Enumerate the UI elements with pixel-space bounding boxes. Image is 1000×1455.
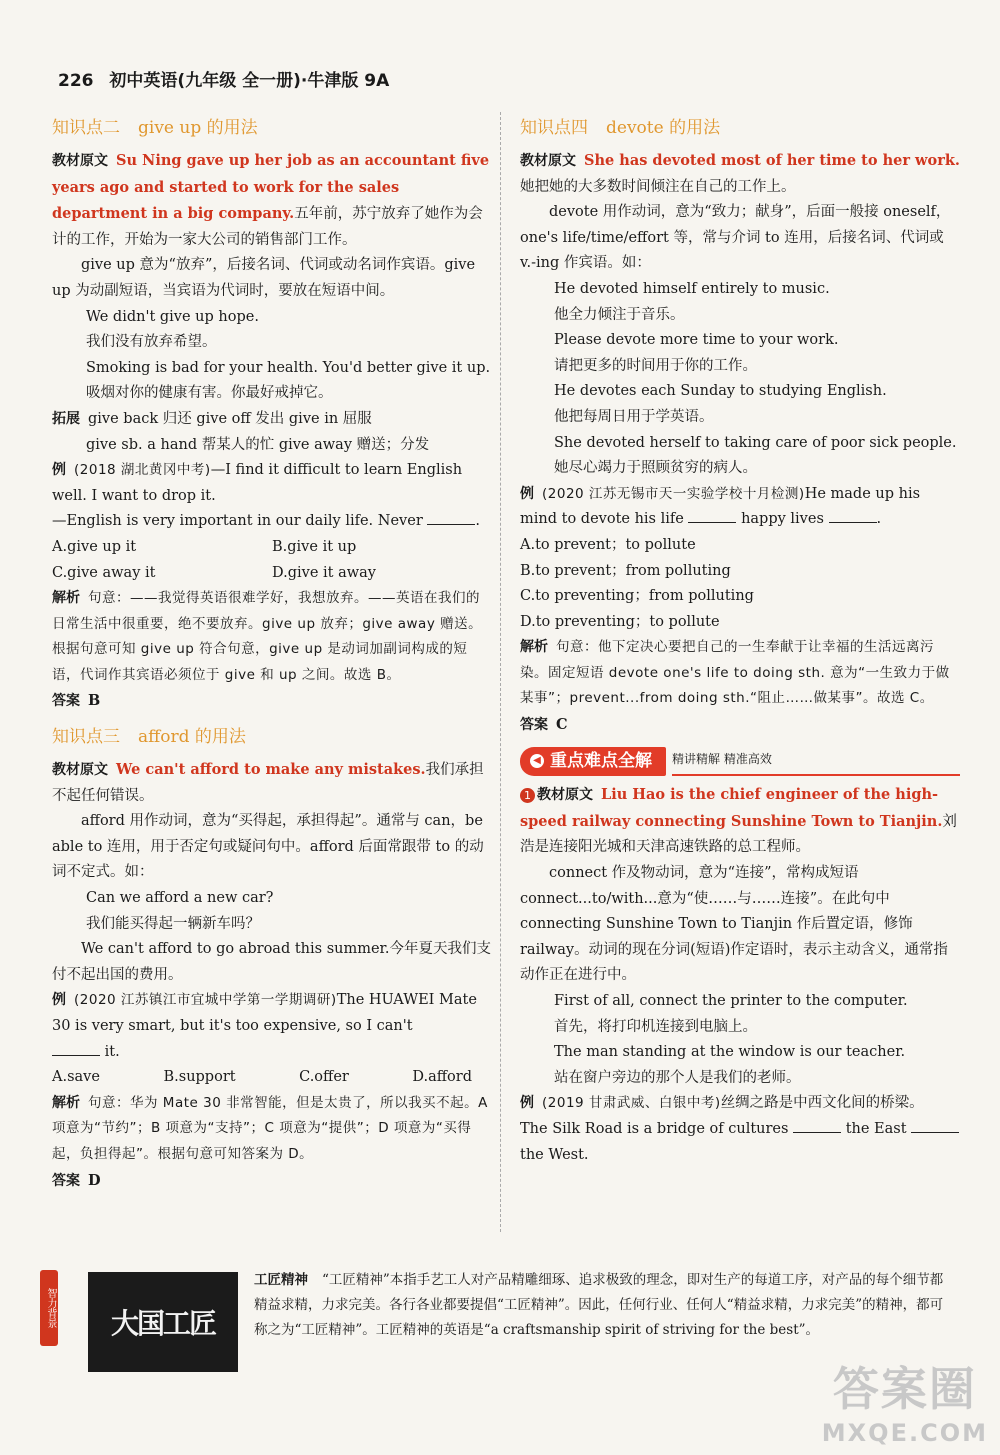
craftsman-text: 工匠精神 “工匠精神”本指手艺工人对产品精雕细琢、追求极致的理念，即对生产的每道工序，对产品的每个细节都精益求精，力求完美。各行各业都要提倡“工匠精神”。因此，任何行业、任何人“精益求精，力求完美”的精神，都可称之为“工匠精神”。工匠精神的英语是“a craftsmanship spirit of striving for the best”。 xyxy=(254,1272,944,1338)
banner-subtitle: 精讲精解 精准高效 xyxy=(672,747,960,777)
zd-example-1-en: First of all, connect the printer to the computer. xyxy=(554,993,908,1009)
option-a: A.save xyxy=(52,1069,100,1086)
kp4-option-c: C.to preventing；from polluting xyxy=(520,588,754,605)
zd-example-2-en: The man standing at the window is our teacher. xyxy=(554,1044,906,1061)
kp4-option-a: A.to prevent；to pollute xyxy=(520,536,696,553)
kp3-example-1-cn: 我们能买得起一辆新车吗？ xyxy=(86,915,260,932)
answer-blank xyxy=(829,508,877,523)
answer-blank xyxy=(911,1118,959,1133)
zd-question: 例 (2019 甘肃武威、白银中考)丝绸之路是中西文化间的桥梁。 xyxy=(520,1095,924,1112)
option-d: D.give it away xyxy=(272,564,376,581)
answer-blank xyxy=(688,508,736,523)
kp2-analysis: 解析 句意：——我觉得英语很难学好，我想放弃。——英语在我们的日常生活中很重要，绝不要放弃。give up 放弃；give away 赠送。根据句意可知 give up 符合句意，give up 是动词加副词构成的短语，代词作其宾语必须位于 give 和 up 之间。故选 B。 xyxy=(52,590,483,683)
kp4-example-2-cn: 请把更多的时间用于你的工作。 xyxy=(554,357,757,374)
option-a: A.give up it xyxy=(52,538,137,555)
option-b: B.give it up xyxy=(272,538,357,555)
kp2-answer: 答案 B xyxy=(52,692,101,710)
kp3-options xyxy=(52,1065,492,1091)
option-b: B.support xyxy=(163,1069,236,1086)
watermark-logo: 答案圈 MXQE.COM xyxy=(821,1362,988,1447)
kp4-example-4-cn: 她尽心竭力于照顾贫穷的病人。 xyxy=(554,460,757,477)
kp4-example-1-en: He devoted himself entirely to music. xyxy=(554,280,830,297)
answer-blank xyxy=(427,510,475,525)
kp4-source: 教材原文 She has devoted most of her time to her work.她把她的大多数时间倾注在自己的工作上。 xyxy=(520,152,960,195)
kp2-example-1-cn: 我们没有放弃希望。 xyxy=(86,334,217,351)
knowledge-point-3-heading: 知识点三 afford 的用法 xyxy=(52,727,246,748)
zd-example-1-cn: 首先，将打印机连接到电脑上。 xyxy=(554,1018,757,1035)
knowledge-point-2-heading: 知识点二 give up 的用法 xyxy=(52,118,258,138)
right-column xyxy=(520,112,960,1168)
kp3-answer: 答案 D xyxy=(52,1171,101,1189)
zd-explain: connect 作及物动词，意为“连接”，常构成短语 connect...to/with...意为“使……与……连接”。在此句中 connecting Sunshine Town to Tianjin 作后置定语，修饰 railway。动词的现在分词(短语)作定语时，表示主动含义，通常指动作正在进行中。 xyxy=(520,865,948,984)
kp2-question: 例 (2018 湖北黄冈中考)—I find it difficult to learn English well. I want to drop it. xyxy=(52,462,463,504)
book-title: 初中英语(九年级 全一册)·牛津版 9A xyxy=(109,71,390,91)
banner-title: ◀ 重点难点全解 xyxy=(520,747,666,777)
calligraphy-image: 大国工匠 xyxy=(88,1272,238,1372)
kp3-example-2: We can't afford to go abroad this summer.今年夏天我们支付不起出国的费用。 xyxy=(52,941,492,983)
kp2-example-1-en: We didn't give up hope. xyxy=(86,308,259,325)
option-c: C.offer xyxy=(299,1069,349,1086)
knowledge-point-4-heading: 知识点四 devote 的用法 xyxy=(520,118,721,138)
zd-example-2-cn: 站在窗户旁边的那个人是我们的老师。 xyxy=(554,1069,801,1086)
page-number: 226 xyxy=(58,71,94,91)
kp2-extend-2: give sb. a hand 帮某人的忙 give away 赠送；分发 xyxy=(86,436,430,453)
answer-blank xyxy=(52,1041,100,1056)
ear-icon: ◀ xyxy=(530,754,544,768)
kp4-example-4-en: She devoted herself to taking care of poor sick people. xyxy=(554,434,957,451)
zd-question-en: The Silk Road is a bridge of cultures the East xyxy=(520,1117,960,1143)
kp4-example-1-cn: 他全力倾注于音乐。 xyxy=(554,306,685,323)
kp4-example-2-en: Please devote more time to your work. xyxy=(554,332,839,349)
kp3-question-2: it. xyxy=(52,1040,492,1066)
kp4-option-d: D.to preventing；to pollute xyxy=(520,613,720,630)
kp2-question-2: —English is very important in our daily life. Never . xyxy=(52,509,492,535)
kp4-answer: 答案 C xyxy=(520,716,568,734)
kp2-source: 教材原文 Su Ning gave up her job as an accountant five years ago and started to work for the sales department in a big company.五年前，苏宁放弃了她作为会计的工作，开始为一家大公司的销售部门工作。 xyxy=(52,152,490,248)
kp3-example-1-en: Can we afford a new car? xyxy=(86,890,274,907)
kp4-option-b: B.to prevent；from polluting xyxy=(520,562,731,579)
kp4-question: 例 (2020 江苏无锡市天一实验学校十月检测)He made up his mind to devote his life happy lives . xyxy=(520,485,921,528)
kp4-explain: devote 用作动词，意为“致力；献身”，后面一般接 oneself，one's life/time/effort 等，常与介词 to 连用，后接名词、代词或 v.-ing 作宾语。如： xyxy=(520,204,951,272)
number-badge: 1 xyxy=(520,788,535,803)
kp2-options xyxy=(52,535,492,586)
option-d: D.afford xyxy=(412,1069,472,1086)
kp2-example-2-cn: 吸烟对你的健康有害。你最好戒掉它。 xyxy=(86,385,333,402)
kp4-analysis: 解析 句意：他下定决心要把自己的一生奉献于让幸福的生活远离污染。固定短语 devote one's life to doing sth. 意为“一生致力于做某事”；prevent...from doing sth.“阻止……做某事”。故选 C。 xyxy=(520,639,950,707)
kp2-extend: 拓展 give back 归还 give off 发出 give in 屈服 xyxy=(52,410,372,427)
kp3-source: 教材原文 We can't afford to make any mistakes.我们承担不起任何错误。 xyxy=(52,761,484,804)
kp3-explain: afford 用作动词，意为“买得起，承担得起”。通常与 can，be able to 连用，用于否定句或疑问句中。afford 后面常跟带 to 的动词不定式。如： xyxy=(52,813,484,881)
option-c: C.give away it xyxy=(52,564,156,581)
kp3-question: 例 (2020 江苏镇江市宜城中学第一学期调研)The HUAWEI Mate 30 is very smart, but it's too expensive, so I can't xyxy=(52,992,477,1034)
answer-blank xyxy=(793,1118,841,1133)
side-tab-label: 智力背景 xyxy=(40,1270,58,1346)
kp2-example-2-en: Smoking is bad for your health. You'd better give it up. xyxy=(86,359,491,376)
page-header xyxy=(58,66,389,91)
kp4-example-3-cn: 他把每周日用于学英语。 xyxy=(554,408,714,425)
left-column xyxy=(52,112,492,1194)
zd-question-en-2: the West. xyxy=(520,1146,589,1163)
column-divider xyxy=(500,112,501,1232)
key-points-banner xyxy=(520,747,960,777)
kp2-explain: give up 意为“放弃”，后接名词、代词或动名词作宾语。give up 为动副短语，当宾语为代词时，要放在短语中间。 xyxy=(52,257,476,299)
zd-source: 1 教材原文 Liu Hao is the chief engineer of the high-speed railway connecting Sunshine Town to Tianjin.刘浩是连接阳光城和天津高速铁路的总工程师。 xyxy=(520,786,957,856)
kp4-example-3-en: He devotes each Sunday to studying English. xyxy=(554,383,887,400)
kp3-analysis: 解析 句意：华为 Mate 30 非常智能，但是太贵了，所以我买不起。A 项意为“节约”；B 项意为“支持”；C 项意为“提供”；D 项意为“买得起，负担得起”。根据句意可知答案为 D。 xyxy=(52,1094,488,1162)
